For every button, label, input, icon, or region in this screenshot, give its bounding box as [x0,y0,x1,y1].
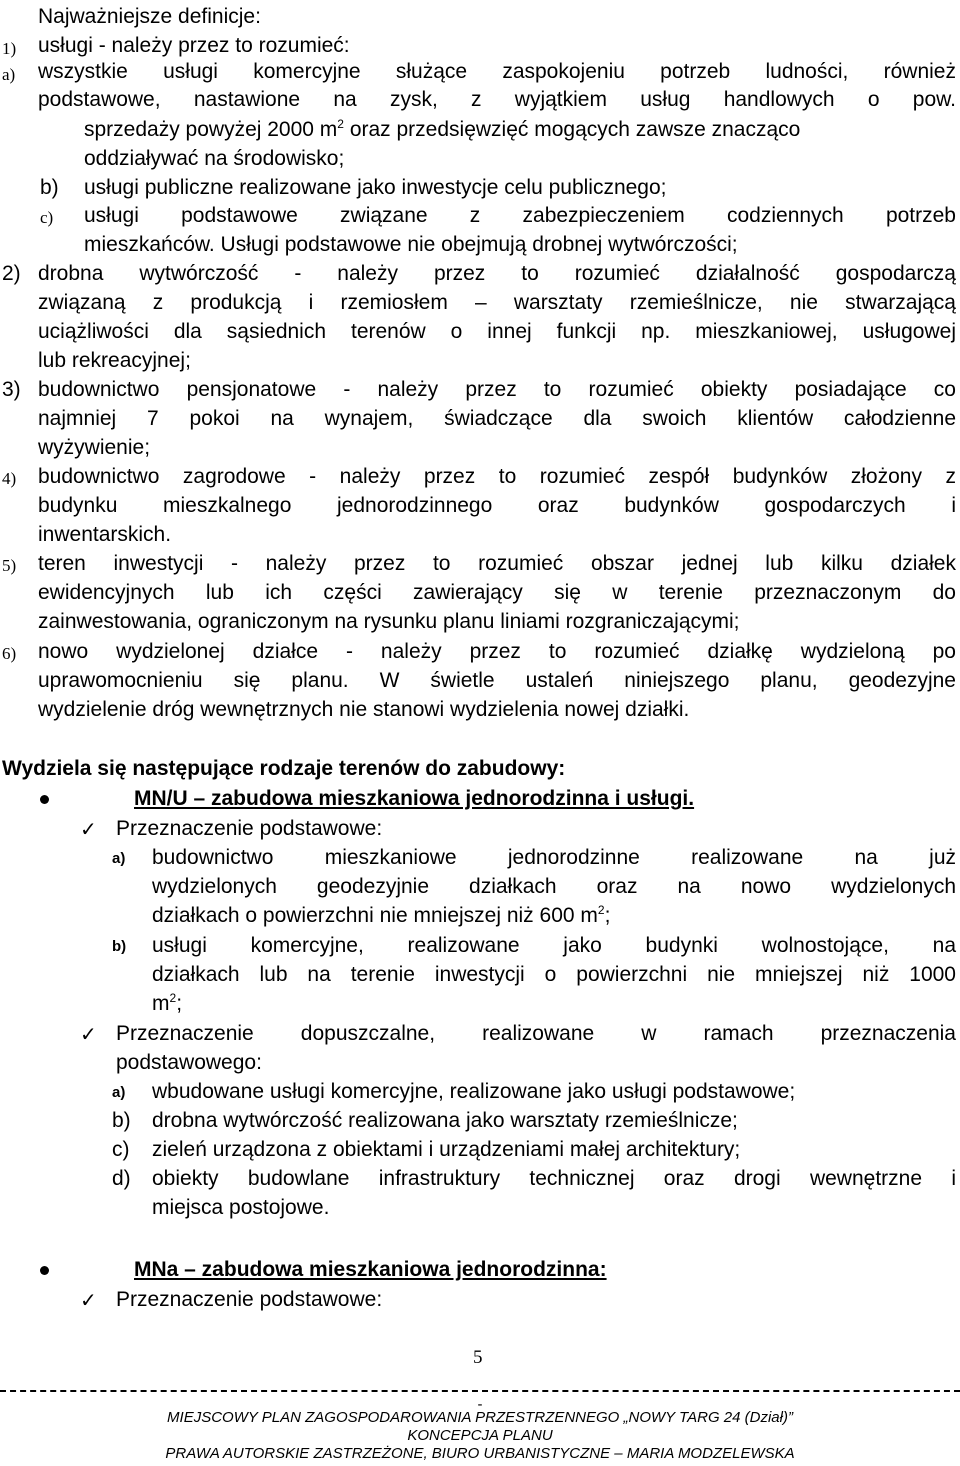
checkmark-icon: ✓ [80,1022,97,1046]
item-text: wbudowane usługi komercyjne, realizowane jako usługi podstawowe; [152,1080,796,1103]
def-text: drobna wytwórczość - należy przez to rozumieć działalność gospodarczą [38,262,956,285]
def-letter: b) [40,176,59,199]
bullet-icon [40,1266,49,1275]
def-number: 5) [2,556,17,575]
item-text: m [152,992,170,1015]
def-text: związaną z produkcją i rzemiosłem – warsztaty rzemieślnicze, nie stwarzającą [38,291,956,314]
def-letter: a) [2,65,16,84]
def-text: podstawowe, nastawione na zysk, z wyjątkiem usług handlowych o pow. [38,88,956,111]
footer-divider [0,1390,960,1392]
superscript: 2 [597,903,605,917]
zone-basic-label: Przeznaczenie podstawowe: [116,817,383,840]
footer-line-3: PRAWA AUTORSKIE ZASTRZEŻONE, BIURO URBANISTYCZNE – MARIA MODZELEWSKA [165,1445,795,1462]
def-number: 6) [2,644,17,663]
item-letter: a) [112,1084,126,1101]
def-number: 3) [2,378,21,401]
def-text: sprzedaży powyżej 2000 m [84,118,338,141]
def-text: oraz przedsięwzięć mogących zawsze znacząco [343,118,801,141]
footer-line-1: MIEJSCOWY PLAN ZAGOSPODAROWANIA PRZESTRZENNEGO „NOWY TARG 24 (Dział)” [167,1409,793,1426]
def-text: budownictwo pensjonatowe - należy przez to rozumieć obiekty posiadające co [38,378,956,401]
superscript: 2 [337,117,344,131]
def-letter: c) [40,208,54,227]
def-text: budynku mieszkalnego jednorodzinnego oraz budynków gospodarczych i [38,494,956,517]
bullet-icon [40,795,49,804]
item-text: ; [604,904,611,927]
item-text: drobna wytwórczość realizowana jako warsztaty rzemieślnicze; [152,1109,738,1132]
def-text: zainwestowania, ograniczonym na rysunku planu liniami rozgraniczającymi; [38,610,740,633]
def-text: uprawomocnieniu się planu. W świetle ustaleń niniejszego planu, geodezyjne [38,669,956,692]
def-text: ewidencyjnych lub ich części zawierający się w terenie przeznaczonym do [38,581,956,604]
item-letter: b) [112,938,127,955]
def-number: 2) [2,262,21,285]
footer-dash: - [477,1396,483,1413]
item-text: ; [176,992,183,1015]
def-text: nowo wydzielonej działce - należy przez to rozumieć działkę wydzieloną po [38,640,956,663]
item-text-row [152,903,610,929]
item-letter: b) [112,1109,131,1132]
item-letter: d) [112,1167,131,1190]
def-text: najmniej 7 pokoi na wynajem, świadczące dla swoich klientów całodzienne [38,407,956,430]
item-text: zieleń urządzona z obiektami i urządzeniami małej architektury; [152,1138,741,1161]
def-text: oddziaływać na środowisko; [84,147,345,170]
item-text-row [152,991,182,1017]
def-text: mieszkańców. Usługi podstawowe nie obejmują drobnej wytwórczości; [84,233,738,256]
zone-title: MN/U – zabudowa mieszkaniowa jednorodzinna i usługi. [134,787,695,810]
superscript: 2 [169,991,177,1005]
def-text: uciążliwości dla sąsiednich terenów o innej funkcji np. mieszkaniowej, usługowej [38,320,956,343]
def-number: 1) [2,39,17,58]
def-text: teren inwestycji - należy przez to rozumieć obszar jednej lub kilku działek [38,552,956,575]
def-text: usługi podstawowe związane z zabezpieczeniem codziennych potrzeb [84,204,956,227]
def-number: 4) [2,469,17,488]
page-number: 5 [473,1347,483,1368]
def-text: wszystkie usługi komercyjne służące zaspokojeniu potrzeb ludności, również [38,60,956,83]
def-text: usługi publiczne realizowane jako inwestycje celu publicznego; [84,176,667,199]
item-text: usługi komercyjne, realizowane jako budynki wolnostojące, na [152,934,956,957]
zones-heading: Wydziela się następujące rodzaje terenów do zabudowy: [2,757,566,780]
checkmark-icon: ✓ [80,1288,97,1312]
def-text: budownictwo zagrodowe - należy przez to rozumieć zespół budynków złożony z [38,465,956,488]
def-text: lub rekreacyjnej; [38,349,191,372]
def-text-row [84,117,956,143]
item-text: obiekty budowlane infrastruktury technicznej oraz drogi wewnętrzne i [152,1167,956,1190]
footer-line-2: KONCEPCJA PLANU [407,1427,553,1444]
item-text: budownictwo mieszkaniowe jednorodzinne realizowane na już [152,846,956,869]
item-text: działkach lub na terenie inwestycji o powierzchni nie mniejszej niż 1000 [152,963,956,986]
zone-allowed-label: podstawowego: [116,1051,262,1074]
def-text-part [84,117,800,143]
zone-allowed-label: Przeznaczenie dopuszczalne, realizowane w ramach przeznaczenia [116,1022,956,1045]
def-text: inwentarskich. [38,523,172,546]
def-text: wyżywienie; [38,436,151,459]
checkmark-icon: ✓ [80,817,97,841]
item-text: działkach o powierzchni nie mniejszej niż 600 m [152,904,598,927]
item-text: wydzielonych geodezyjnie działkach oraz na nowo wydzielonych [152,875,956,898]
zone-basic-label: Przeznaczenie podstawowe: [116,1288,383,1311]
zone-title: MNa – zabudowa mieszkaniowa jednorodzinna: [134,1258,607,1281]
definitions-heading: Najważniejsze definicje: [38,5,261,28]
item-letter: a) [112,850,126,867]
item-text: miejsca postojowe. [152,1196,330,1219]
def-text: wydzielenie dróg wewnętrznych nie stanowi wydzielenia nowej działki. [38,698,690,721]
item-letter: c) [112,1138,130,1161]
def-text: usługi - należy przez to rozumieć: [38,34,350,57]
